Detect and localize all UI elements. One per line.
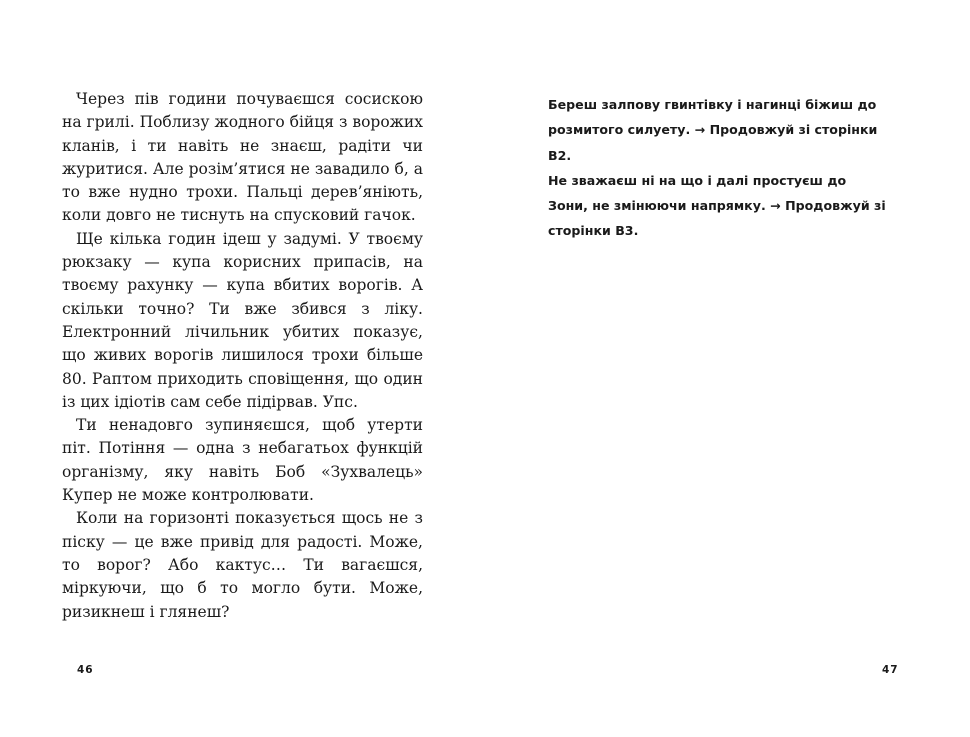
choice-option bbox=[548, 92, 888, 168]
page-number-left: 46 bbox=[77, 664, 94, 676]
paragraph: Ти ненадовго зупиняєшся, щоб утерти піт. Потіння — одна з небагатьох функцій організму, яку навіть Боб «Зухвалець» Купер не може контролювати. bbox=[62, 416, 423, 505]
paragraph: Через пів години почуваєшся сосискою на грилі. Поблизу жодного бійця з ворожих кланів, і ти навіть не знаєш, радіти чи журитися. Але розім’ятися не завадило б, а то вже нудно трохи. Пальці дерев’яніють, коли довго не тиснуть на спусковий гачок. bbox=[62, 90, 423, 225]
choice-goto: Продовжуй зі сторінки B2. bbox=[548, 122, 878, 163]
paragraph: Ще кілька годин ідеш у задумі. У твоєму рюкзаку — купа корисних припасів, на твоєму рахунку — купа вбитих ворогів. А скільки точно? Ти вже збився з ліку. Електронний лічильник убитих показує, що живих ворогів лишилося трохи більше 80. Раптом приходить сповіщення, що один із цих ідіотів сам себе підірвав. Упс. bbox=[62, 229, 423, 411]
choice-text: Не зважаєш ні на що і далі простуєш до Зони, не змінюючи напрямку. bbox=[548, 172, 847, 214]
choice-goto: Продовжуй зі сторінки B3. bbox=[548, 198, 886, 239]
page-number-right: 47 bbox=[882, 664, 899, 676]
paragraph: Коли на горизонті показується щось не з піску — це вже привід для радості. Може, то ворог? Або кактус… Ти вагаєшся, міркуючи, що б то могло бути. Може, ризикнеш і глянеш? bbox=[62, 509, 423, 621]
arrow-icon: → bbox=[770, 198, 781, 214]
choice-option bbox=[548, 168, 888, 244]
left-page-body bbox=[62, 88, 423, 624]
arrow-icon: → bbox=[694, 122, 706, 138]
choice-text: Береш залпову гвинтівку і нагинці біжиш до розмитого силуету. bbox=[548, 97, 877, 138]
right-page-choices bbox=[548, 92, 888, 244]
